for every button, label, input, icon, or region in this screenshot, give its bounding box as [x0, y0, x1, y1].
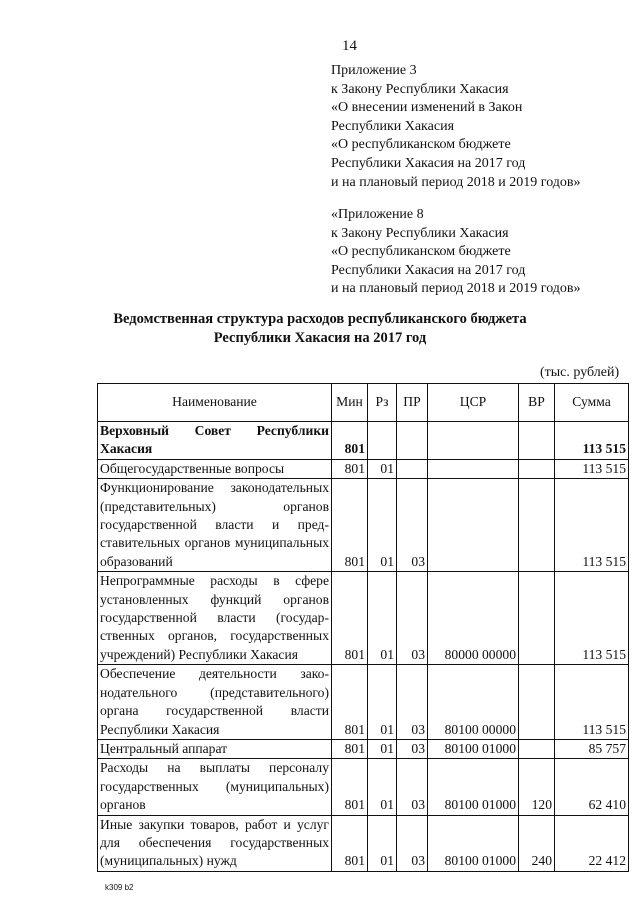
annex-outer-line: и на плановый период 2018 и 2019 годов» — [331, 174, 581, 190]
cell-csr — [428, 459, 519, 478]
table-row — [98, 815, 629, 871]
table-header-row — [98, 384, 629, 422]
cell-sum: 113 515 — [555, 479, 629, 572]
cell-rz — [368, 422, 397, 460]
cell-vr — [519, 479, 555, 572]
table-row — [98, 739, 629, 758]
document-title — [0, 310, 640, 348]
table-row — [98, 572, 629, 665]
cell-name: Обеспечение деятельности законодательного (представительного) органа государственной власти Республики Хакасия — [98, 665, 332, 740]
header-sum: Сумма — [555, 384, 629, 422]
cell-csr: 80100 00000 — [428, 665, 519, 740]
annex-inner-line: Республики Хакасия на 2017 год — [331, 262, 526, 278]
header-min: Мин — [332, 384, 368, 422]
cell-name: Центральный аппарат — [98, 739, 332, 758]
annex-inner-line: «Приложение 8 — [331, 207, 424, 222]
header-pr: ПР — [397, 384, 428, 422]
table-row — [98, 479, 629, 572]
table-row — [98, 422, 629, 460]
header-csr: ЦСР — [428, 384, 519, 422]
cell-pr: 03 — [397, 759, 428, 815]
table-row — [98, 665, 629, 740]
table-row — [98, 759, 629, 815]
cell-sum: 113 515 — [555, 572, 629, 665]
header-rz: Рз — [368, 384, 397, 422]
cell-pr: 03 — [397, 815, 428, 871]
footer-code: k309 b2 — [105, 883, 134, 892]
cell-vr: 240 — [519, 815, 555, 871]
cell-csr: 80100 01000 — [428, 739, 519, 758]
header-name: Наименование — [98, 384, 332, 422]
cell-sum: 85 757 — [555, 739, 629, 758]
cell-rz: 01 — [368, 739, 397, 758]
cell-min: 801 — [332, 759, 368, 815]
cell-pr: 03 — [397, 572, 428, 665]
cell-name: Непрограммные расходы в сфере установленных функций органов государственной власти (государственных органов, государственных учреждений) Республики Хакасия — [98, 572, 332, 665]
annex-outer-line: Республики Хакасия — [331, 118, 455, 134]
cell-min: 801 — [332, 572, 368, 665]
cell-pr — [397, 459, 428, 478]
annex-inner-line: и на плановый период 2018 и 2019 годов» — [331, 281, 581, 297]
cell-vr — [519, 572, 555, 665]
annex-outer-line: «О республиканском бюджете — [331, 137, 511, 153]
cell-rz: 01 — [368, 479, 397, 572]
annex-outer-line: Республики Хакасия на 2017 год — [331, 155, 526, 171]
annex-inner-line: к Закону Республики Хакасия — [331, 225, 509, 241]
page-number: 14 — [342, 38, 357, 54]
cell-pr — [397, 422, 428, 460]
annex-inner-line: «О республиканском бюджете — [331, 244, 511, 260]
cell-sum: 113 515 — [555, 665, 629, 740]
cell-rz: 01 — [368, 459, 397, 478]
table-row — [98, 459, 629, 478]
cell-csr — [428, 479, 519, 572]
cell-pr: 03 — [397, 665, 428, 740]
cell-vr — [519, 459, 555, 478]
cell-csr: 80000 00000 — [428, 572, 519, 665]
cell-csr: 80100 01000 — [428, 815, 519, 871]
cell-min: 801 — [332, 665, 368, 740]
annex-outer-line: Приложение 3 — [331, 63, 417, 78]
budget-table — [97, 383, 629, 872]
cell-min: 801 — [332, 479, 368, 572]
cell-min: 801 — [332, 422, 368, 460]
annex-inner-block — [331, 206, 581, 299]
annex-outer-block — [331, 62, 581, 192]
cell-name: Расходы на выплаты персоналу государственных (муниципальных) органов — [98, 759, 332, 815]
cell-vr — [519, 665, 555, 740]
cell-name: Верховный Совет Республики Хакасия — [98, 422, 332, 460]
cell-pr: 03 — [397, 739, 428, 758]
cell-sum: 22 412 — [555, 815, 629, 871]
cell-pr: 03 — [397, 479, 428, 572]
annex-outer-line: к Закону Республики Хакасия — [331, 81, 509, 97]
cell-rz: 01 — [368, 572, 397, 665]
cell-vr — [519, 739, 555, 758]
cell-name: Общегосударственные вопросы — [98, 459, 332, 478]
units-label: (тыс. рублей) — [540, 365, 620, 380]
cell-sum: 62 410 — [555, 759, 629, 815]
title-line-1: Ведомственная структура расходов республиканского бюджета — [113, 311, 527, 327]
cell-vr: 120 — [519, 759, 555, 815]
title-line-2: Республики Хакасия на 2017 год — [213, 330, 427, 346]
cell-name: Иные закупки товаров, работ и услуг для обеспечения государственных (муниципальных) нужд — [98, 815, 332, 871]
cell-csr — [428, 422, 519, 460]
cell-rz: 01 — [368, 759, 397, 815]
cell-name: Функционирование законодательных (представительных) органов государственной власти и представительных органов муниципальных образований — [98, 479, 332, 572]
cell-vr — [519, 422, 555, 460]
cell-min: 801 — [332, 459, 368, 478]
cell-min: 801 — [332, 739, 368, 758]
cell-rz: 01 — [368, 665, 397, 740]
cell-min: 801 — [332, 815, 368, 871]
cell-sum: 113 515 — [555, 422, 629, 460]
cell-csr: 80100 01000 — [428, 759, 519, 815]
cell-sum: 113 515 — [555, 459, 629, 478]
cell-rz: 01 — [368, 815, 397, 871]
annex-outer-line: «О внесении изменений в Закон — [331, 100, 523, 116]
header-vr: ВР — [519, 384, 555, 422]
